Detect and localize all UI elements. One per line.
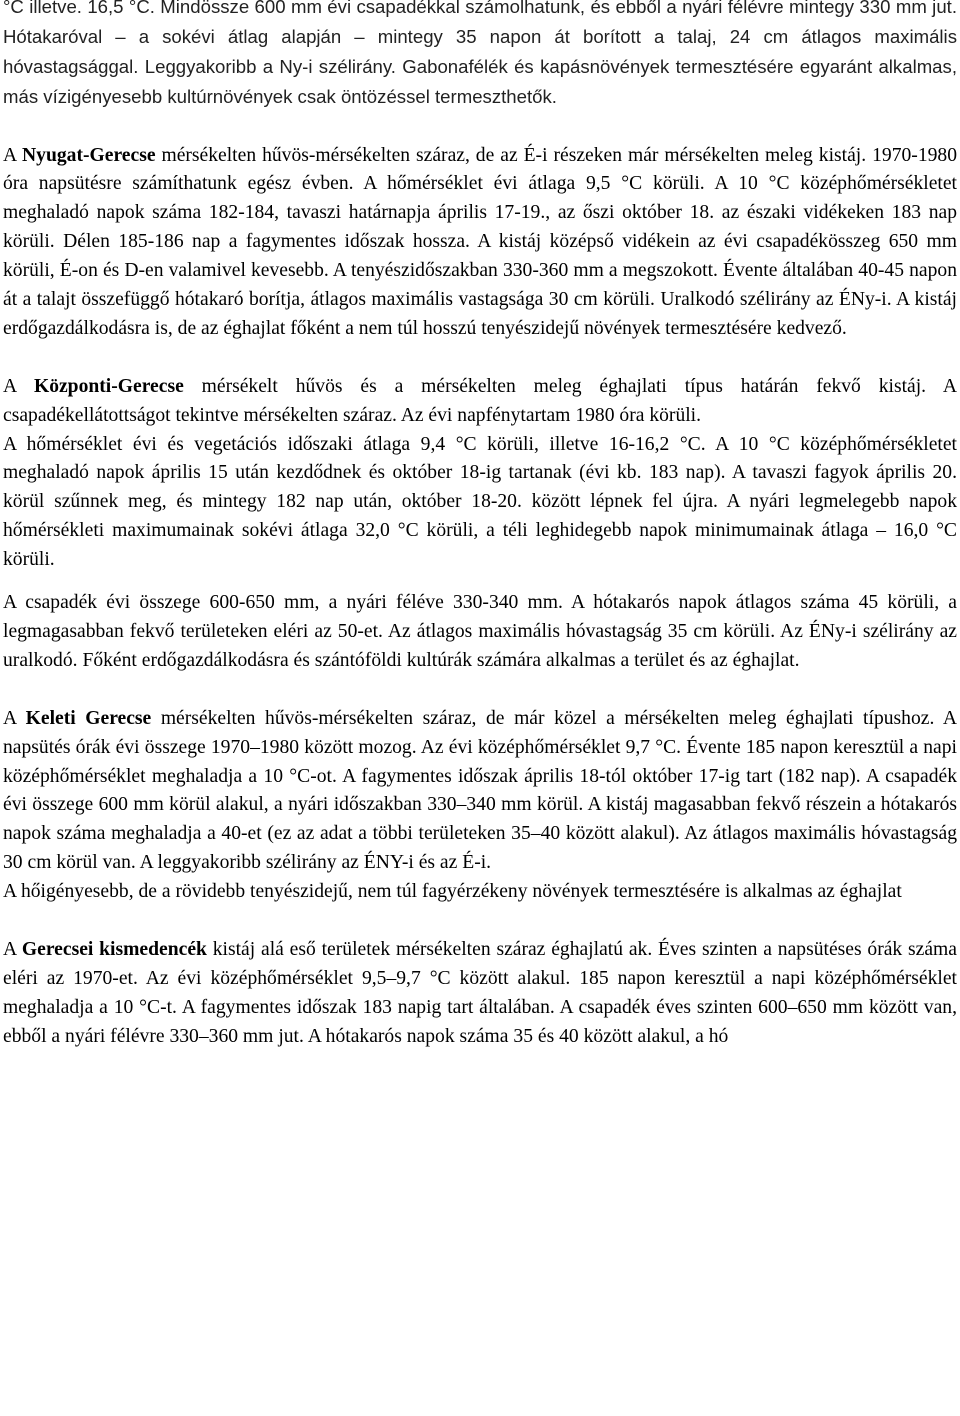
paragraph-kozponti-gerecse-intro <box>3 373 957 431</box>
paragraph-kozponti-gerecse-temperature <box>3 431 957 576</box>
paragraph-text: A <box>3 707 26 729</box>
region-name: Nyugat-Gerecse <box>22 144 156 166</box>
paragraph-nyugat-gerecse <box>3 142 957 344</box>
paragraph-text: A <box>3 938 22 960</box>
paragraph-text: mérsékelt hűvös és a mérsékelten meleg éghajlati típus határán fekvő kistáj. A csapadékellátottságot tekintve mérsékelten száraz. Az évi napfénytartam 1980 óra körüli. <box>3 375 958 426</box>
paragraph-text: A csapadék évi összege 600-650 mm, a nyári féléve 330-340 mm. A hótakarós napok átlagos száma 45 körüli, a legmagasabban fekvő területeken eléri az 50-et. Az átlagos maximális hóvastagság 35 cm körüli. Az ÉNy-i szélirány az uralkodó. Főként erdőgazdálkodásra és szántóföldi kultúrák számára alkalmas a terület és az éghajlat. <box>3 592 957 671</box>
paragraph-text: mérsékelten hűvös-mérsékelten száraz, de már közel a mérsékelten meleg éghajlati típushoz. A napsütés órák évi összege 1970–1980 között mozog. Az évi középhőmérséklet 9,7 °C. Évente 185 napon keresztül a napi középhőmérséklet meghaladja a 10 °C-ot. A fagymentes időszak április 18-tól október 17-ig tart (182 nap). A csapadék évi összege 600 mm körül alakul, a nyári időszakban 330–340 mm körül. A kistáj magasabban fekvő részein a hótakarós napok száma meghaladja a 40-et (ez az adat a többi területeken 35–40 között alakul). Az átlagos maximális hóvastagság 30 cm körül van. A leggyakoribb szélirány az ÉNY-i és az É-i. <box>3 707 957 874</box>
paragraph-intro <box>3 0 957 113</box>
paragraph-gerecsei-kismedencek <box>3 936 957 1052</box>
paragraph-text: A <box>3 144 23 166</box>
paragraph-kozponti-gerecse-precipitation <box>3 589 957 676</box>
paragraph-text: A <box>3 375 34 397</box>
region-name: Gerecsei kismedencék <box>21 938 207 960</box>
paragraph-text: A hőmérséklet évi és vegetációs időszaki átlaga 9,4 °C körüli, illetve 16-16,2 °C. A 10 °C középhőmérsékletet meghaladó napok április 15 után kezdődnek és október 18-ig tartanak (évi kb. 183 nap). A tavaszi fagyok április 20. körül szűnnek meg, és mintegy 182 nap után, október 18-20. között lépnek fel újra. A nyári legmelegebb napok hőmérsékleti maximumainak sokévi átlaga 32,0 °C körüli, a téli leghidegebb napok minimumainak átlaga – 16,0 °C körüli. <box>3 433 957 571</box>
paragraph-text: kistáj alá eső területek mérsékelten száraz éghajlatú ak. Éves szinten a napsütéses órák száma eléri az 1970-et. Az évi középhőmérséklet 9,5–9,7 °C között alakul. 185 napon keresztül a napi középhőmérséklet meghaladja a 10 °C-t. A fagymentes időszak 183 napig tart általában. A csapadék éves szinten 600–650 mm között van, ebből a nyári félévre 330–360 mm jut. A hótakarós napok száma 35 és 40 között alakul, a hó <box>3 938 957 1047</box>
document-page <box>3 0 957 1052</box>
region-name: Keleti Gerecse <box>25 707 152 729</box>
paragraph-text: mérsékelten hűvös-mérsékelten száraz, de az É-i részeken már mérsékelten meleg kistáj. 1970-1980 óra napsütésre számíthatunk egész évben. A hőmérséklet évi átlaga 9,5 °C körüli. A 10 °C középhőmérsékletet meghaladó napok száma 182-184, tavaszi határnapja április 17-19., az őszi október 18. az északi vidékeken 183 nap körüli. Délen 185-186 nap a fagymentes időszak hossza. A kistáj középső vidékein az évi csapadékösszeg 650 mm körüli, É-on és D-en valamivel kevesebb. A tenyészidőszakban 330-360 mm a megszokott. Évente általában 40-45 napon át a talajt összefüggő hótakaró borítja, átlagos maximális vastagsága 30 cm körüli. Uralkodó szélirány az ÉNy-i. A kistáj erdőgazdálkodásra is, de az éghajlat főként a nem túl hosszú tenyészidejű növények termesztésére kedvező. <box>3 144 958 339</box>
paragraph-keleti-gerecse-suitability <box>3 878 957 907</box>
region-name: Központi-Gerecse <box>33 375 184 397</box>
paragraph-text: A hőigényesebb, de a rövidebb tenyészidejű, nem túl fagyérzékeny növények termesztésére is alkalmas az éghajlat <box>3 881 902 903</box>
paragraph-text: °C illetve. 16,5 °C. Mindössze 600 mm évi csapadékkal számolhatunk, és ebből a nyári félévre mintegy 330 mm jut. Hótakaróval – a sokévi átlag alapján – mintegy 35 napon át borított a talaj, 24 cm átlagos maximális hóvastagsággal. Leggyakoribb a Ny-i szélirány. Gabonafélék és kapásnövények termesztésére egyaránt alkalmas, más vízigényesebb kultúrnövények csak öntözéssel termeszthetők. <box>3 0 957 107</box>
paragraph-keleti-gerecse <box>3 705 957 878</box>
